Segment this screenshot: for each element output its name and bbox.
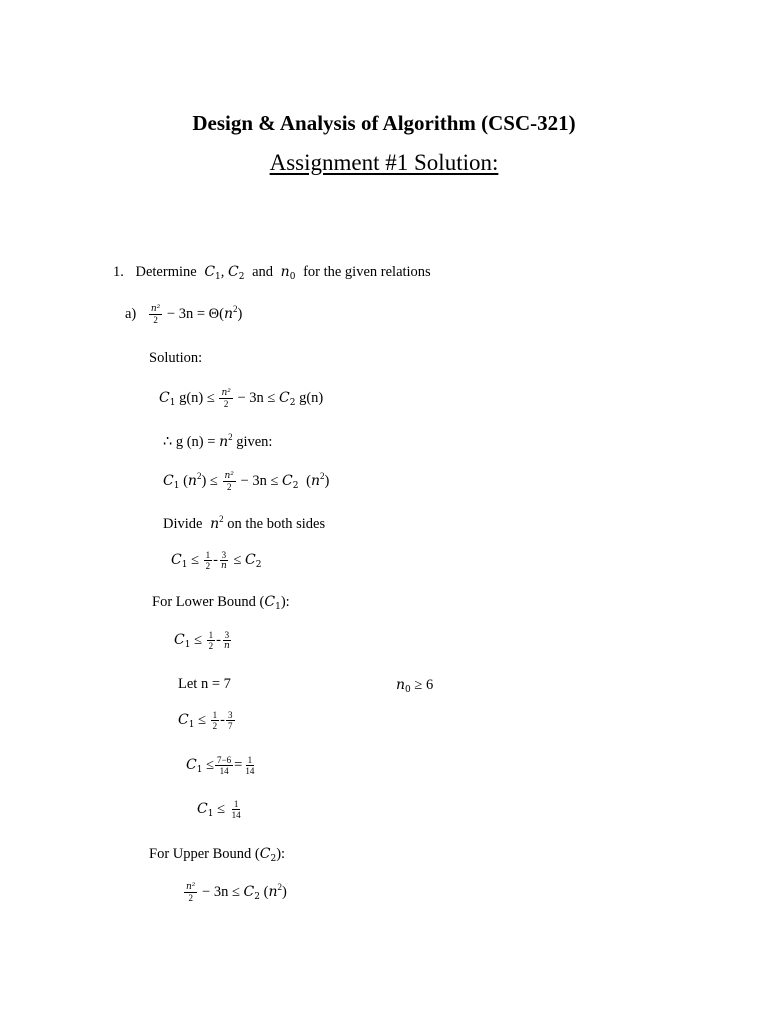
question-number: 1. <box>113 264 124 280</box>
inequality-5: $C_1$ ≤ $\frac{1}{2}$ - $\frac{3}{7}$ <box>178 710 233 731</box>
fraction: $\frac{\text{n²}}{2}$ <box>221 388 231 409</box>
question-1: 1. Determine $C_1$, $C_2$ and $n_0$ for the given relations <box>113 264 431 282</box>
fraction: $\frac{1}{2}$ <box>212 710 218 731</box>
let-n-line: Let n = 7 <box>178 676 231 692</box>
fraction: $\frac{\text{n²}}{2}$ <box>224 471 234 493</box>
inequality-1: $C_1$ g(n) ≤ $\frac{\text{n²}}{2}$ − $3n \le C_2$ g(n) <box>159 388 324 409</box>
n0-condition: $n_0 \ge 6$ <box>396 677 434 695</box>
question-text-start: Determine <box>135 264 197 280</box>
upper-bound-heading: For Upper Bound $(C_2)$: <box>149 846 286 864</box>
n0-symbol: $n_0$ <box>280 264 296 282</box>
inequality-2: $C_1$ $(n^2)$ ≤ $\frac{\text{n²}}{2}$ − $3n \le C_2$ $(n^2)$ <box>163 471 330 493</box>
and-word: and <box>252 264 274 280</box>
given-line: ∴ g $(n) = n^2$ given: <box>163 432 273 450</box>
inequality-7: $C_1$ ≤ $\frac{1}{14}$ <box>197 799 241 820</box>
fraction: $\frac{1}{14}$ <box>245 755 255 776</box>
c1-symbol: $C_1$ <box>204 264 221 282</box>
lower-bound-heading: For Lower Bound $(C_1)$: <box>152 594 290 612</box>
divide-line: Divide $n^2$ on the both sides <box>163 514 326 532</box>
fraction: $\frac{1}{2}$ <box>208 630 214 651</box>
fraction: $\frac{\text{n²}}{2}$ <box>150 304 161 326</box>
part-a: a) $\frac{\text{n²}}{2}$ − $3n = \Theta(n^2)$ <box>125 304 243 326</box>
inequality-3: $C_1$ ≤ $\frac{1}{2}$ - $\frac{3}{n}$ ≤ $C_2$ <box>171 550 262 571</box>
fraction: $\frac{7-6}{14}$ <box>217 755 232 776</box>
fraction: $\frac{3}{7}$ <box>228 710 233 731</box>
fraction: $\frac{1}{14}$ <box>231 799 241 820</box>
fraction: $\frac{3}{n}$ <box>221 550 227 571</box>
fraction: $\frac{\text{n²}}{2}$ <box>186 882 196 904</box>
assignment-title <box>0 150 768 176</box>
course-title: Design & Analysis of Algorithm (CSC-321) <box>192 111 576 135</box>
question-text-end: for the given relations <box>303 264 431 280</box>
c2-symbol: $C_2$ <box>228 264 245 282</box>
fraction: $\frac{3}{n}$ <box>224 630 230 651</box>
inequality-4: $C_1$ ≤ $\frac{1}{2}$ - $\frac{3}{n}$ <box>174 630 230 651</box>
inequality-6: $C_1$ ≤ $\frac{7-6}{14}$ = $\frac{1}{14}$ <box>186 755 255 776</box>
inequality-8: $\frac{\text{n²}}{2}$ − $3n \le C_2$ $(n^2)$ <box>186 882 287 904</box>
solution-label: Solution: <box>149 350 203 366</box>
fraction: $\frac{1}{2}$ <box>205 550 211 571</box>
part-a-label: a) <box>125 306 137 322</box>
assignment-title-text: Assignment #1 Solution: <box>269 150 499 175</box>
